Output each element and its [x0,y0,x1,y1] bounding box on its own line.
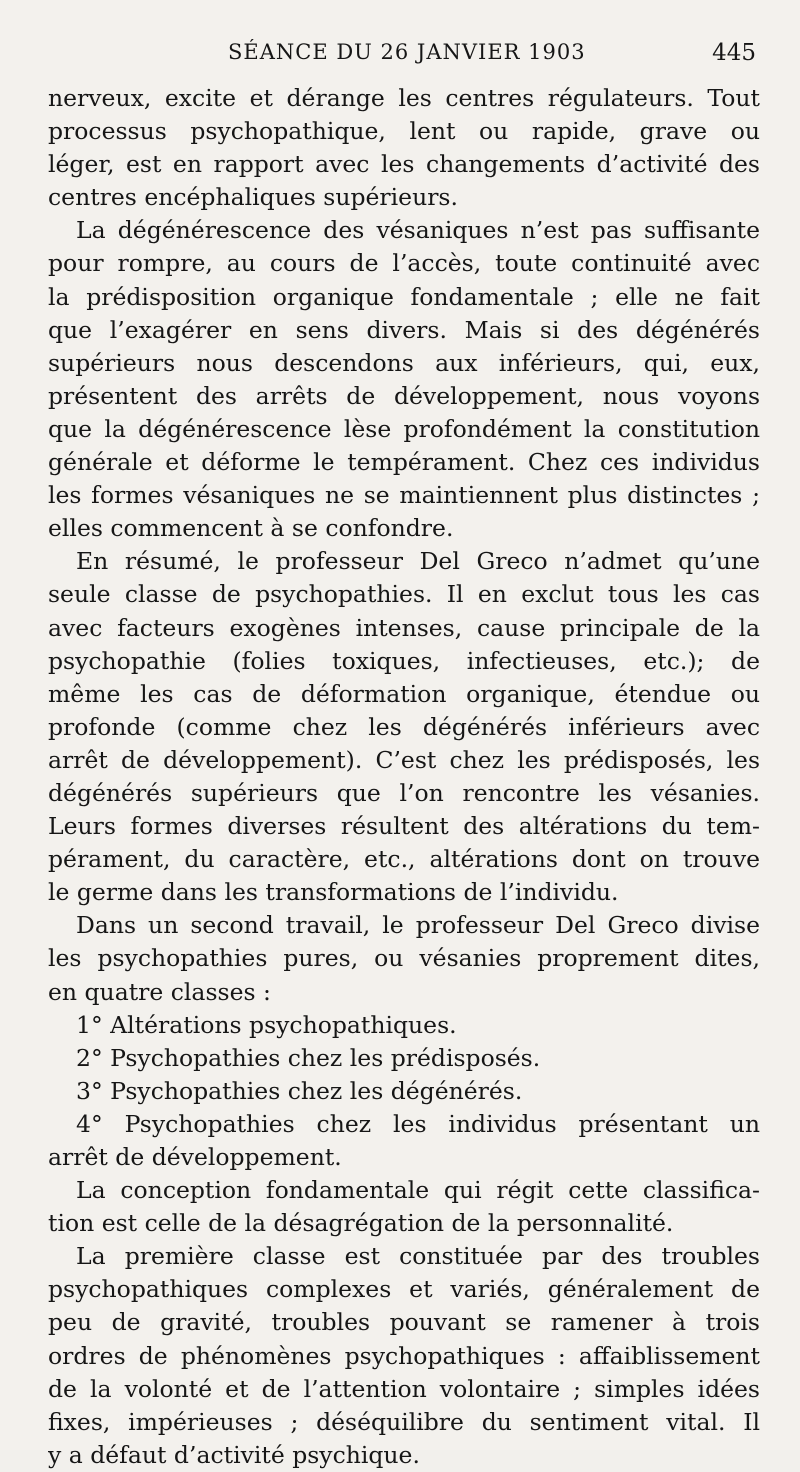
text-line: La dégénérescence des vésaniques n’est pas suffisante [76,216,760,245]
text-line: supérieurs nous descendons aux inférieurs, qui, eux, [48,348,760,377]
text-line: pour rompre, au cours de l’accès, toute continuité avec [48,249,760,278]
text-line: Dans un second travail, le professeur Del Greco divise [76,911,760,940]
text-line: pérament, du caractère, etc., altérations dont on trouve [48,845,760,874]
text-line: processus psychopathique, lent ou rapide, grave ou [48,117,760,146]
text-line: nerveux, excite et dérange les centres régulateurs. Tout [48,84,760,112]
text-line: y a défaut d’activité psychique. [48,1440,420,1469]
text-line: la prédisposition organique fondamentale ; elle ne fait [48,282,760,311]
body-text [48,82,760,1472]
text-line: de la volonté et de l’attention volontaire ; simples idées [48,1374,760,1403]
text-line: arrêt de développement. [48,1143,342,1171]
text-line: les formes vésaniques ne se maintiennent plus distinctes ; [48,481,760,510]
text-line: centres encéphaliques supérieurs. [48,183,458,212]
text-line: que l’exagérer en sens divers. Mais si des dégénérés [48,315,760,344]
text-line: ordres de phénomènes psychopathiques : affaiblissement [48,1341,760,1370]
text-line: La première classe est constituée par des troubles [76,1242,760,1271]
page-number: 445 [712,40,756,66]
list-item: 3° Psychopathies chez les dégénérés. [76,1076,523,1105]
text-line: psychopathie (folies toxiques, infectieuses, etc.); de [48,646,760,675]
text-line: léger, est en rapport avec les changements d’activité des [48,150,760,179]
text-line: présentent des arrêts de développement, nous voyons [48,381,760,410]
text-line: le germe dans les transformations de l’individu. [48,878,619,907]
list-item: 4° Psychopathies chez les individus présentant un [76,1109,760,1138]
text-line: peu de gravité, troubles pouvant se ramener à trois [48,1308,760,1337]
text-line: La conception fondamentale qui régit cette classifica- [76,1176,760,1205]
list-item: 2° Psychopathies chez les prédisposés. [76,1043,541,1072]
text-line: même les cas de déformation organique, étendue ou [48,679,760,708]
text-line: arrêt de développement). C’est chez les prédisposés, les [48,745,760,774]
list-item: 1° Altérations psychopathiques. [76,1010,457,1039]
text-line: générale et déforme le tempérament. Chez ces individus [48,448,760,477]
text-line: elles commencent à se confondre. [48,514,454,543]
running-head: SÉANCE DU 26 JANVIER 1903 [228,40,586,64]
text-line: les psychopathies pures, ou vésanies proprement dites, [48,944,760,973]
text-line: que la dégénérescence lèse profondément la constitution [48,414,760,443]
page-header [48,38,760,78]
text-line: fixes, impérieuses ; déséquilibre du sentiment vital. Il [48,1407,760,1436]
text-line: profonde (comme chez les dégénérés inférieurs avec [48,712,760,741]
text-line: psychopathiques complexes et variés, généralement de [48,1275,760,1304]
text-line: Leurs formes diverses résultent des altérations du tem- [48,812,760,841]
text-line: tion est celle de la désagrégation de la personnalité. [48,1209,674,1238]
text-line: En résumé, le professeur Del Greco n’admet qu’une [76,547,760,576]
text-line: en quatre classes : [48,977,271,1006]
text-line: seule classe de psychopathies. Il en exclut tous les cas [48,580,760,609]
text-line: avec facteurs exogènes intenses, cause principale de la [48,613,760,642]
text-line: dégénérés supérieurs que l’on rencontre les vésanies. [48,778,760,807]
